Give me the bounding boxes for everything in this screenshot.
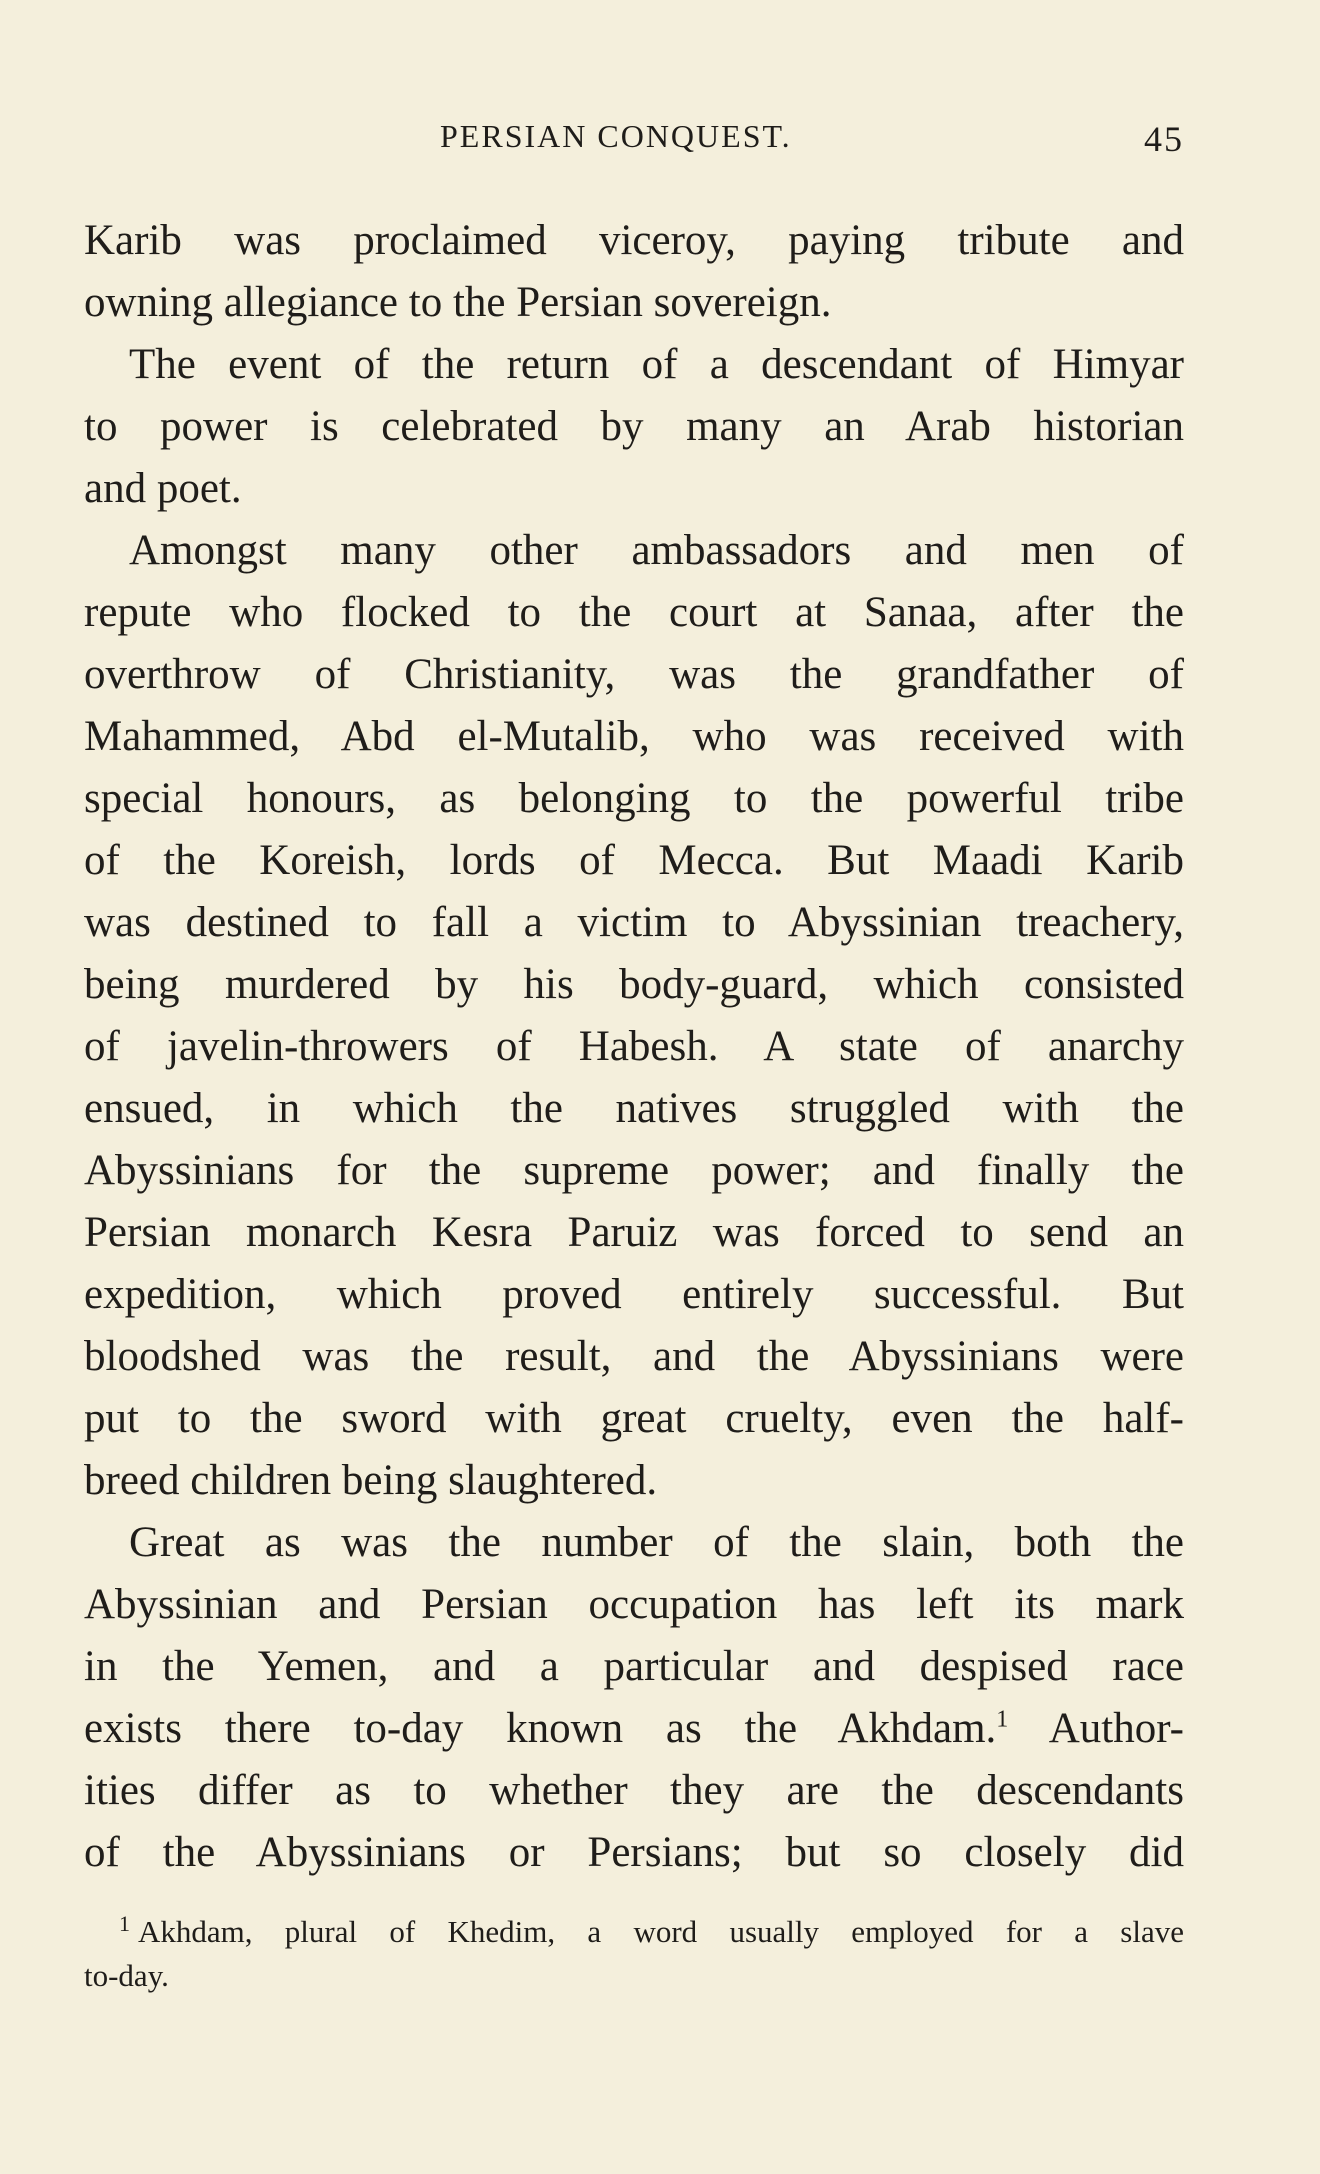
text-line: of the Koreish, lords of Mecca. But Maadi Karib — [84, 837, 1184, 884]
text-line: expedition, which proved entirely successful. But — [84, 1271, 1184, 1318]
text-line: breed children being slaughtered. — [84, 1457, 658, 1504]
footnote-text: Akhdam, plural of Khedim, a word usually employed for a slave — [138, 1914, 1184, 1949]
paragraph — [84, 210, 1184, 334]
page-header — [84, 118, 1184, 168]
text-line: in the Yemen, and a particular and despised race — [84, 1643, 1184, 1690]
footnote-reference[interactable]: 1 — [996, 1706, 1009, 1733]
text-line: Mahammed, Abd el-Mutalib, who was received with — [84, 713, 1184, 760]
footnote — [84, 1910, 1184, 1998]
text-segment: Author- — [1048, 1705, 1184, 1752]
text-line: Karib was proclaimed viceroy, paying tribute and — [84, 217, 1184, 264]
text-line: ities differ as to whether they are the descendants — [84, 1767, 1184, 1814]
text-line: The event of the return of a descendant of Himyar — [129, 341, 1184, 388]
text-line: and poet. — [84, 465, 242, 512]
text-line: owning allegiance to the Persian sovereign. — [84, 279, 832, 326]
text-line: overthrow of Christianity, was the grandfather of — [84, 651, 1184, 698]
text-line: was destined to fall a victim to Abyssinian treachery, — [84, 899, 1184, 946]
footnote-mark: 1 — [119, 1910, 130, 1936]
text-segment: exists there to-day known as the Akhdam. — [84, 1705, 997, 1752]
text-line: repute who flocked to the court at Sanaa, after the — [84, 589, 1184, 636]
text-line: Abyssinian and Persian occupation has left its mark — [84, 1581, 1184, 1628]
running-head: PERSIAN CONQUEST. — [440, 118, 792, 154]
text-line: of javelin-throwers of Habesh. A state of anarchy — [84, 1023, 1184, 1070]
paragraph — [84, 334, 1184, 520]
text-line: being murdered by his body-guard, which consisted — [84, 961, 1184, 1008]
paragraph — [84, 1512, 1184, 1884]
text-line: Abyssinians for the supreme power; and finally the — [84, 1147, 1184, 1194]
footnote-line — [84, 1910, 1184, 1954]
text-line: Great as was the number of the slain, both the — [129, 1519, 1184, 1566]
text-line: Amongst many other ambassadors and men of — [129, 527, 1184, 574]
body-text — [84, 210, 1184, 1884]
text-line: Persian monarch Kesra Paruiz was forced to send an — [84, 1209, 1184, 1256]
footnotes — [84, 1910, 1184, 1998]
text-line: ensued, in which the natives struggled with the — [84, 1085, 1184, 1132]
page-number: 45 — [1144, 119, 1184, 159]
text-line: bloodshed was the result, and the Abyssinians were — [84, 1333, 1184, 1380]
text-line: to power is celebrated by many an Arab historian — [84, 403, 1184, 450]
text-line: special honours, as belonging to the powerful tribe — [84, 775, 1184, 822]
text-line: put to the sword with great cruelty, even the half- — [84, 1395, 1184, 1442]
footnote-line: to-day. — [84, 1958, 169, 1993]
paragraph — [84, 520, 1184, 1512]
text-line: of the Abyssinians or Persians; but so closely did — [84, 1829, 1184, 1876]
text-line — [84, 1698, 1184, 1760]
